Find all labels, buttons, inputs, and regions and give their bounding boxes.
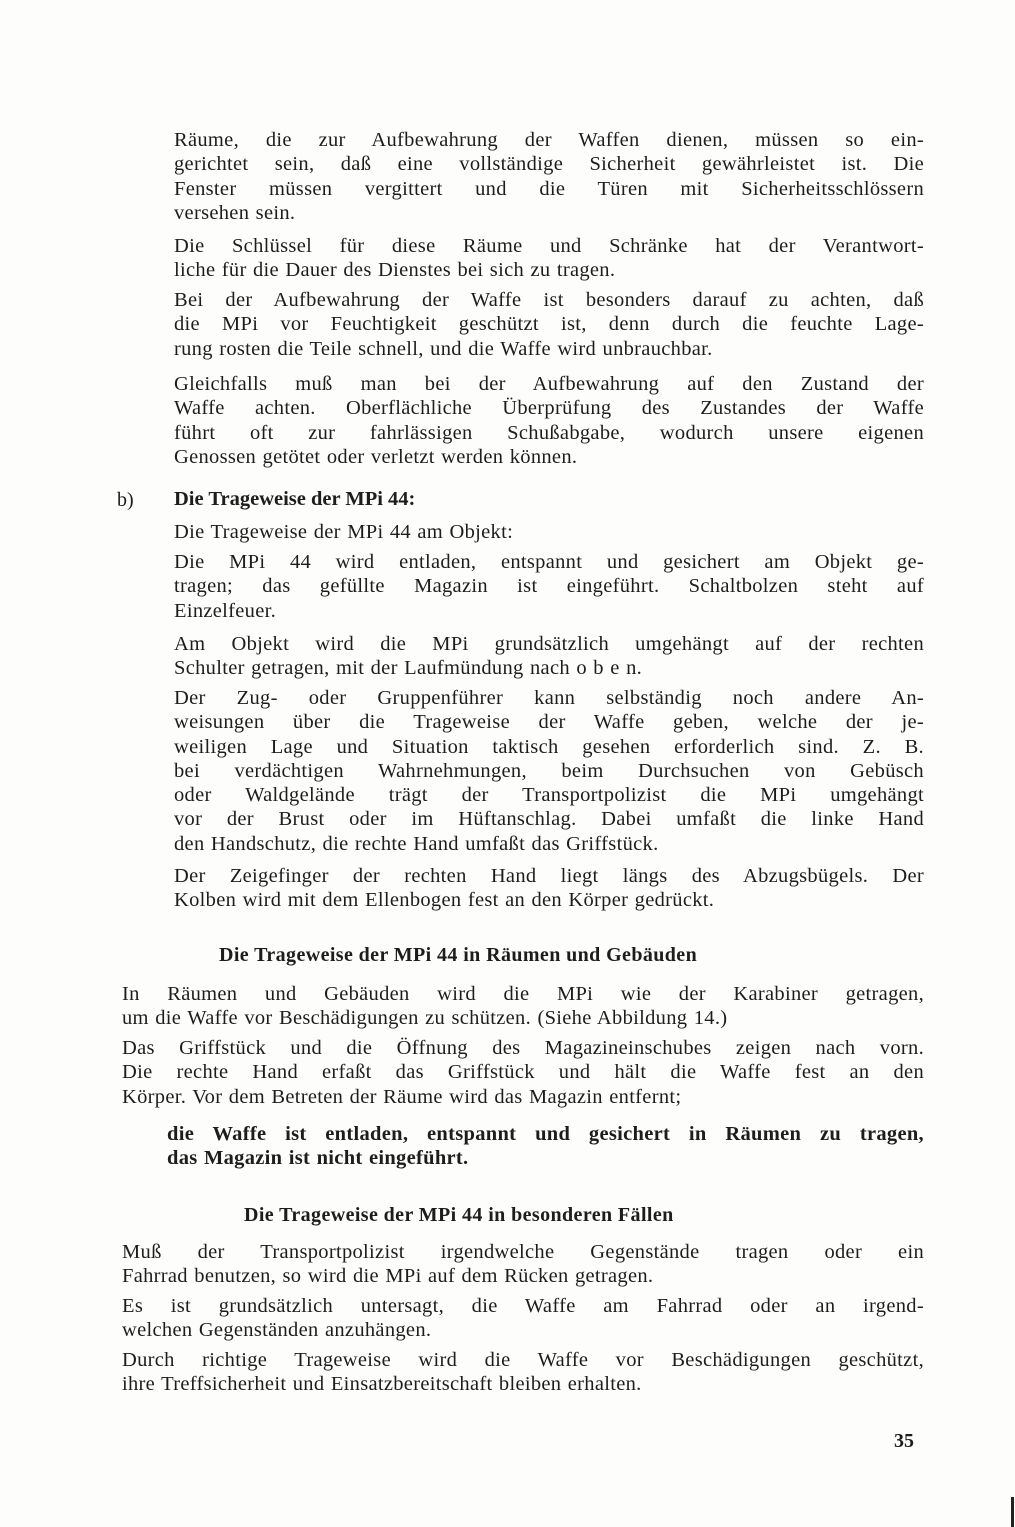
bold-note: die Waffe ist entladen, entspannt und gesichert in Räumen zu tragen, das Magazin ist nicht eingeführt. [167,1123,924,1170]
paragraph-storage-rooms: Räume, die zur Aufbewahrung der Waffen dienen, müssen so ein- gerichtet sein, daß eine vollständige Sicherheit gewährleistet ist. Die Fenster müssen vergittert und die Türen mit Sicherheitsschlössern versehen sein. [174,129,924,224]
paragraph-grip: Das Griffstück und die Öffnung des Magazineinschubes zeigen nach vorn. Die rechte Hand erfaßt das Griffstück und hält die Waffe fest an den Körper. Vor dem Betreten der Räume wird das Magazin entfernt; [122,1037,924,1108]
paragraph-leader-instructions: Der Zug- oder Gruppenführer kann selbständig noch andere An- weisungen über die Trageweise der Waffe geben, welche der je- weiligen Lage und Situation taktisch gesehen erforderlich sind. Z. B. bei verdächtigen Wahrnehmungen, beim Durchsuchen von Gebüsch oder Waldgelände trägt der Transportpolizist die MPi umgehängt vor der Brust oder im Hüftanschlag. Dabei umfaßt die linke Hand den Handschutz, die rechte Hand umfaßt das Griffstück. [174,687,924,855]
paragraph-keys: Die Schlüssel für diese Räume und Schränke hat der Verantwort- liche für die Dauer des Dienstes bei sich zu tragen. [174,235,924,282]
section-title: Die Trageweise der MPi 44: [174,488,416,510]
paragraph-conclusion: Durch richtige Trageweise wird die Waffe vor Beschädigungen geschützt, ihre Treffsicherheit und Einsatzbereitschaft bleiben erhalten. [122,1349,924,1396]
paragraph-rooms-carry: In Räumen und Gebäuden wird die MPi wie der Karabiner getragen, um die Waffe vor Beschädigungen zu schützen. (Siehe Abbildung 14.) [122,983,924,1030]
paragraph-condition: Gleichfalls muß man bei der Aufbewahrung auf den Zustand der Waffe achten. Oberflächliche Überprüfung des Zustandes der Waffe führt oft zur fahrlässigen Schußabgabe, wodurch unsere eigenen Genossen getötet oder verletzt werden können. [174,373,924,468]
paragraph-trigger-finger: Der Zeigefinger der rechten Hand liegt längs des Abzugsbügels. Der Kolben wird mit dem Ellenbogen fest an den Körper gedrückt. [174,865,924,912]
section-label: b) [117,489,134,511]
paragraph-bicycle: Muß der Transportpolizist irgendwelche Gegenstände tragen oder ein Fahrrad benutzen, so wird die MPi auf dem Rücken getragen. [122,1241,924,1288]
paragraph-shoulder: Am Objekt wird die MPi grundsätzlich umgehängt auf der rechten Schulter getragen, mit der Laufmündung nach o b e n. [174,633,924,680]
page-number: 35 [894,1430,914,1452]
section-subtitle: Die Trageweise der MPi 44 am Objekt: [174,521,514,543]
paragraph-object-carry: Die MPi 44 wird entladen, entspannt und gesichert am Objekt ge- tragen; das gefüllte Magazin ist eingeführt. Schaltbolzen steht auf Einzelfeuer. [174,551,924,622]
heading-rooms: Die Trageweise der MPi 44 in Räumen und Gebäuden [219,944,698,966]
page-edge-mark [1011,1497,1014,1527]
paragraph-moisture: Bei der Aufbewahrung der Waffe ist besonders darauf zu achten, daß die MPi vor Feuchtigkeit geschützt ist, denn durch die feuchte Lage- rung rosten die Teile schnell, und die Waffe wird unbrauchbar. [174,289,924,360]
heading-special-cases: Die Trageweise der MPi 44 in besonderen Fällen [244,1204,674,1226]
paragraph-prohibition: Es ist grundsätzlich untersagt, die Waffe am Fahrrad oder an irgend- welchen Gegenständen anzuhängen. [122,1295,924,1342]
